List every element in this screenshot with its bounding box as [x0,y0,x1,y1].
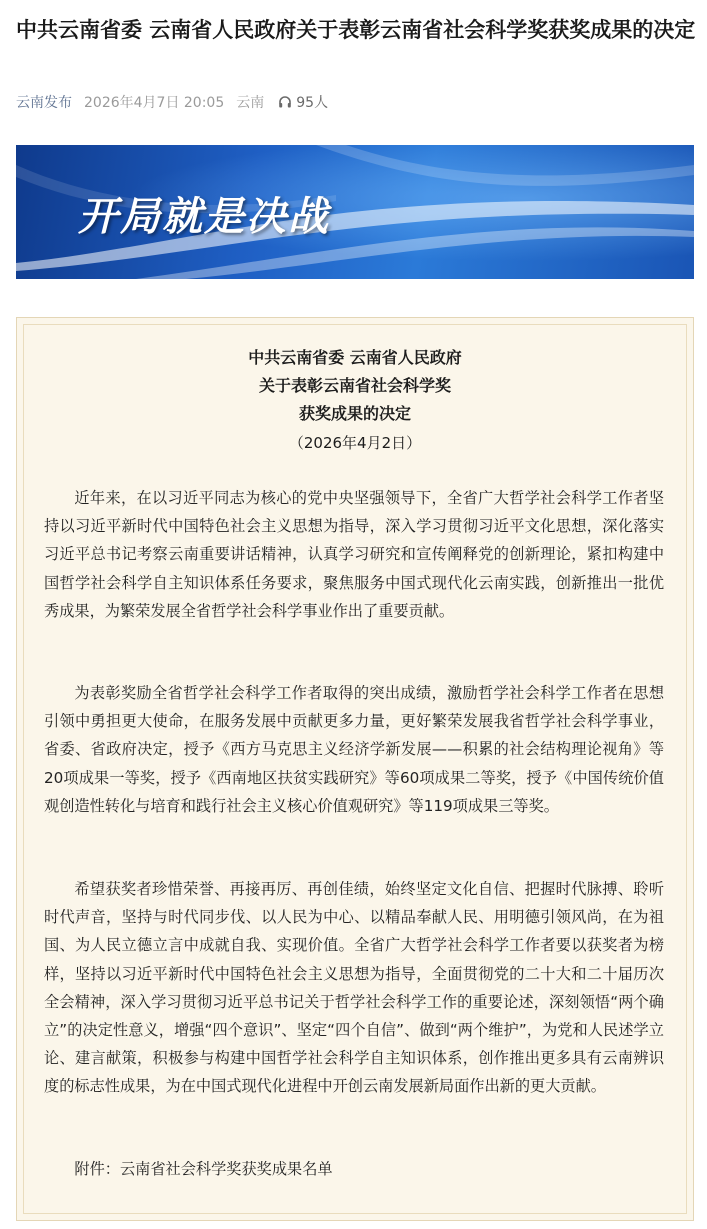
document-heading-line2: 关于表彰云南省社会科学奖 [258,376,451,395]
document-paragraph: 近年来，在以习近平同志为核心的党中央坚强领导下，全省广大哲学社会科学工作者坚持以习近平新时代中国特色社会主义思想为指导，深入学习贯彻习近平文化思想，深化落实习近平总书记考察云南重要讲话精神，认真学习研究和宣传阐释党的创新理论，紧扣构建中国哲学社会科学自主知识体系任务要求，聚焦服务中国式现代化云南实践，创新推出一批优秀成果，为繁荣发展全省哲学社会科学事业作出了重要贡献。 [44,489,664,620]
document-heading-line3: 获奖成果的决定 [298,404,411,423]
listen-button[interactable] [278,92,328,112]
source-link[interactable]: 云南发布 [16,95,72,111]
banner-slogan: 开局就是决战 [78,193,330,240]
document-paragraph: 希望获奖者珍惜荣誉、再接再厉、再创佳绩，始终坚定文化自信、把握时代脉搏、聆听时代声音，坚持与时代同步伐、以人民为中心、以精品奉献人民、用明德引领风尚，在为祖国、为人民立德立言中成就自我、实现价值。全省广大哲学社会科学工作者要以获奖者为榜样，坚持以习近平新时代中国特色社会主义思想为指导，全面贯彻党的二十大和二十届历次全会精神，深入学习贯彻习近平总书记关于哲学社会科学工作的重要论述，深刻领悟“两个确立”的决定性意义，增强“四个意识”、坚定“四个自信”、做到“两个维护”，为党和人民述学立论、建言献策，积极参与构建中国哲学社会科学自主知识体系，创作推出更多具有云南辨识度的标志性成果，为在中国式现代化进程中开创云南发展新局面作出新的更大贡献。 [44,880,664,1096]
banner-image [16,145,694,279]
document-heading [17,344,693,428]
headphones-icon [278,95,292,109]
document-attachment[interactable]: 附件：云南省社会科学奖获奖成果名单 [74,1160,333,1178]
document-date: （2026年4月2日） [288,434,422,452]
document-paragraph: 为表彰奖励全省哲学社会科学工作者取得的突出成绩，激励哲学社会科学工作者在思想引领中勇担更大使命，在服务发展中贡献更多力量，更好繁荣发展我省哲学社会科学事业，省委、省政府决定，授予《西方马克思主义经济学新发展——积累的社会结构理论视角》等20项成果一等奖，授予《西南地区扶贫实践研究》等60项成果二等奖，授予《中国传统价值观创造性转化与培育和践行社会主义核心价值观研究》等119项成果三等奖。 [44,684,664,815]
article-meta [16,92,328,112]
publish-location: 云南 [236,95,265,111]
document-heading-line1: 中共云南省委 云南省人民政府 [248,348,462,367]
publish-datetime: 2026年4月7日 20:05 [84,95,225,111]
article-title: 中共云南省委 云南省人民政府关于表彰云南省社会科学奖获奖成果的决定 [16,18,696,42]
document-card [16,317,694,1221]
listener-count: 95人 [296,95,329,111]
